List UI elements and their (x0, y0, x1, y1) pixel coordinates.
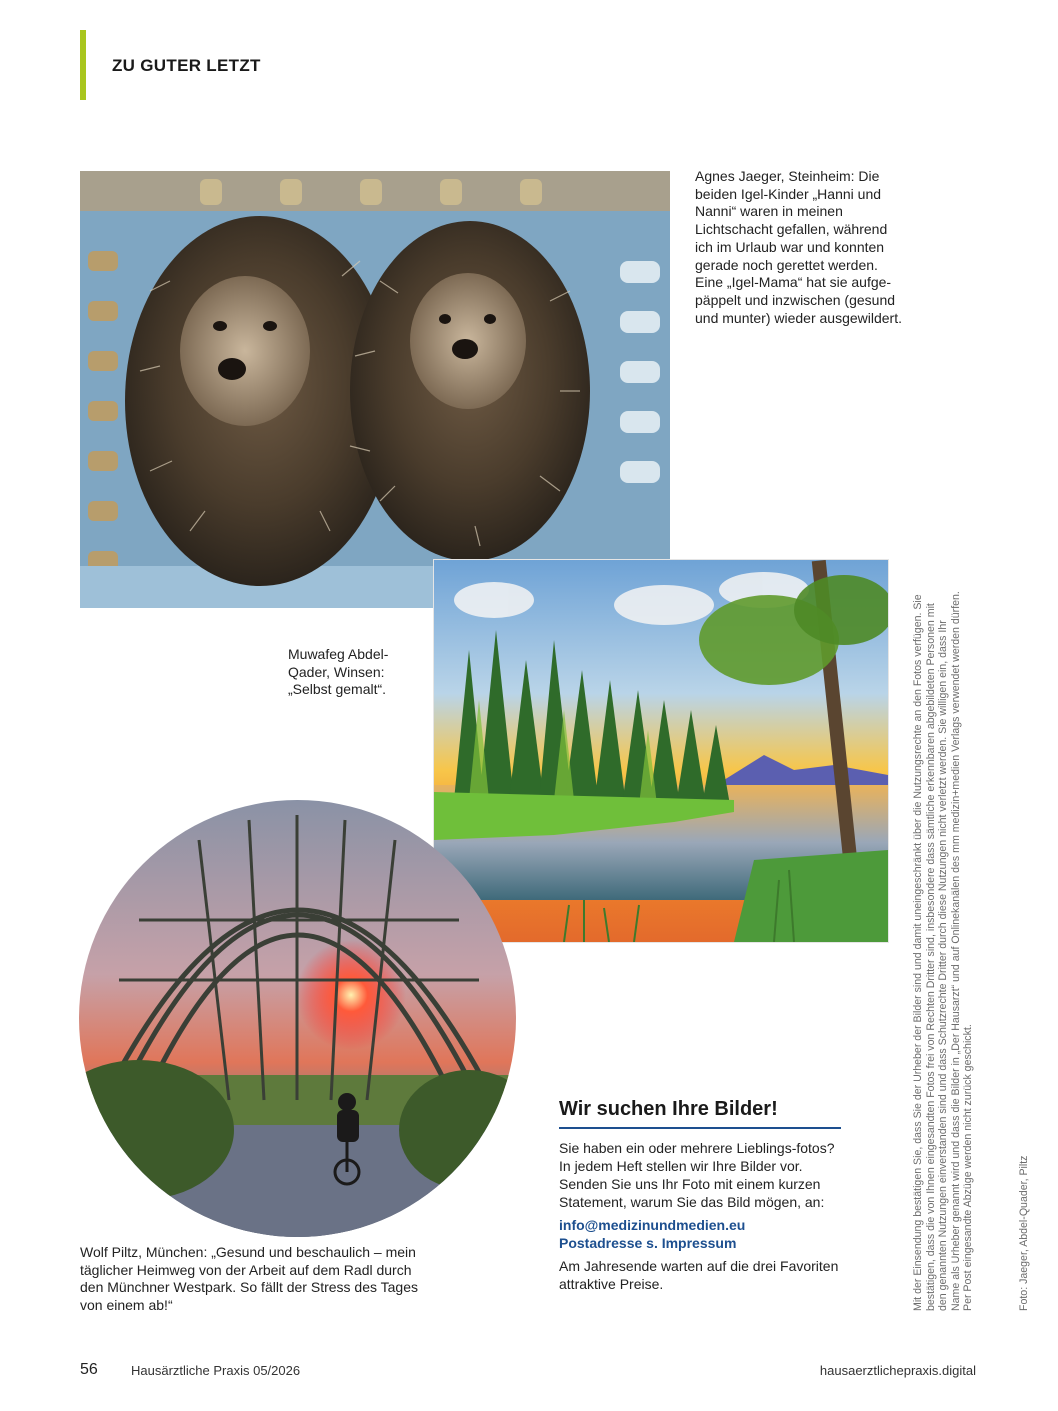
section-title: ZU GUTER LETZT (112, 56, 261, 75)
arch-caption: Wolf Piltz, München: „Gesund und beschaulich – mein täglicher Heimweg von der Arbeit auf dem Radl durch den Münchner Westpark. So fällt der Stress des Tages von einem ab!“ (80, 1244, 418, 1314)
call-for-pictures-box (559, 1100, 844, 1293)
magazine-issue: Hausärztliche Praxis 05/2026 (131, 1363, 301, 1378)
page-number: 56 (80, 1361, 98, 1378)
photo-credit: Foto: Jaeger, Abdel-Quader, Piltz (1018, 1155, 1030, 1311)
website-link[interactable]: hausaerztlichepraxis.digital (819, 1363, 976, 1378)
hedgehogs-caption: Agnes Jaeger, Steinheim: Die beiden Igel-Kinder „Hanni und Nanni“ waren in meinen Lichtschacht gefallen, während ich im Urlaub war und konnten gerade noch gerettet werden. Eine „Igel-Mama“ hat sie aufge-päppelt und inzwischen (gesund und munter) wieder ausgewildert. (695, 168, 902, 326)
callout-title: Wir suchen Ihre Bilder! (559, 1098, 778, 1120)
hedgehogs-photo (80, 171, 670, 608)
email-link[interactable]: info@medizinundmedien.eu (559, 1217, 746, 1233)
callout-closing: Am Jahresende warten auf die drei Favoriten attraktive Preise. (559, 1258, 839, 1292)
postal-address-note: Postadresse s. Impressum (559, 1235, 737, 1251)
legal-notice: Mit der Einsendung bestätigen Sie, dass Sie der Urheber der Bilder sind und damit uneingeschränkt über die Nutzungsrechte an den Fotos verfügen. Sie bestätigen, dass die von Ihnen eingesandten Fotos frei von Rechten Dritter sind, insbesondere dass sämtliche erkennbaren abgebildeten Personen mit den genannten Nutzungen einverstanden sind und dass Schutzrechte Dritter durch diese Nutzungen nicht verletzt werden. Sie willigen ein, dass Ihr Name als Urheber genannt wird und dass die Bilder in „Der Hausarzt“ und auf Onlinekanälen des mm medizin+medien Verlags verwendet werden dürfen. Per Post eingesandte Abzüge werden nicht zurück geschickt. (912, 591, 975, 1311)
westpark-arch-photo (79, 800, 516, 1237)
section-accent-bar (80, 30, 86, 100)
callout-divider (559, 1127, 841, 1129)
callout-body: Sie haben ein oder mehrere Lieblings-fotos? In jedem Heft stellen wir Ihre Bilder vor. Senden Sie uns Ihr Foto mit einem kurzen Statement, warum Sie das Bild mögen, an: (559, 1140, 835, 1210)
painting-caption: Muwafeg Abdel-Qader, Winsen: „Selbst gemalt“. (288, 646, 389, 698)
landscape-painting-photo (434, 560, 888, 942)
